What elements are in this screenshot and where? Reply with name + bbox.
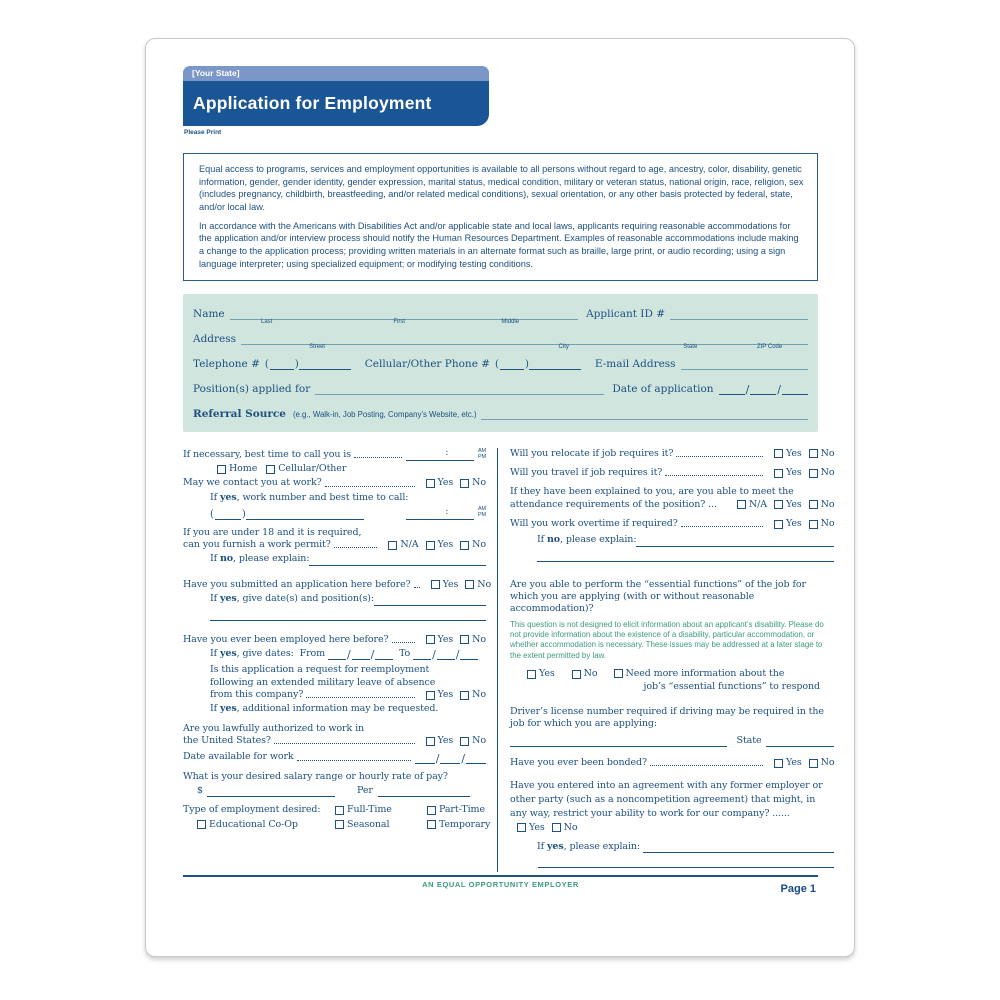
checkbox-no[interactable] [809,467,835,479]
checkbox-label: No [563,821,578,833]
checkbox-yes[interactable] [774,499,802,511]
attendance-question-line1: If they have been explained to you, are you able to meet the [510,486,794,498]
employment-dates-row: If yes, give dates: From / / To / / [210,648,486,660]
checkbox-no[interactable] [460,477,486,489]
checkbox-label: Yes [437,688,454,700]
checkbox-label: N/A [748,498,767,510]
submitted-dates-field2[interactable] [210,610,486,621]
checkbox-no[interactable] [809,518,835,530]
phone-field-segment[interactable] [270,359,294,370]
checkbox-icon[interactable] [460,635,469,644]
position-label: Position(s) applied for [193,382,311,395]
date-segment-field[interactable] [352,649,370,660]
noncompete-explain-field[interactable] [643,842,835,853]
am-label: AM [477,506,486,513]
checkbox-label: No [472,633,486,645]
checkbox-label: Yes [785,447,802,459]
need-more-info-label: Need more information about the job’s “essential functions” to respond [625,668,821,692]
checkbox-label: No [820,447,835,459]
slash-separator: / [432,648,436,662]
checkbox-yes[interactable] [527,668,555,680]
employment-type-row1 [183,804,486,816]
drivers-license-question: Driver’s license number required if driving may be required in the job for which you are applying: [510,705,824,730]
questions-left-column [183,448,498,873]
employment-type-row2 [183,818,491,831]
dotted-leader [676,456,763,457]
dotted-leader [414,587,420,588]
notice-paragraph-2: In accordance with the Americans with Disabilities Act and/or applicable state and local laws, applicants requiring reasonable accommodations for the application and/or interview process should notify the Human Resources Department. Examples of reasonable accommodations include making a change to the application process; providing written materials in an alternate format such as braille, large print, or audio recording; using a sign language interpreter; using specialized equipment; or modifying testing conditions. [199,220,799,269]
am-label: AM [477,447,486,454]
checkbox-label: No [820,517,835,529]
overtime-explain-row2 [537,551,834,562]
slash-separator: / [461,751,465,765]
checkbox-yes[interactable] [426,634,454,646]
paren: ( [495,358,499,370]
cellular-label: Cellular/Other Phone # [364,357,491,370]
applicant-id-field[interactable] [670,308,808,320]
checkbox-no[interactable] [809,448,835,460]
applicant-id-label: Applicant ID # [586,307,665,320]
license-state-label: State [736,734,762,746]
relocate-question: Will you relocate if job requires it? Yes No [510,447,835,459]
checkbox-label: Seasonal [347,818,390,830]
slash-separator: / [435,751,440,765]
checkbox-icon[interactable] [431,580,440,589]
checkbox-label: Temporary [439,818,491,830]
checkbox-no[interactable] [460,539,486,551]
position-field[interactable] [315,383,604,395]
checkbox-label: No [820,466,835,478]
checkbox-label: No [477,578,492,590]
name-row [193,307,808,325]
personal-info-section [183,294,818,432]
essential-functions-question: Are you able to perform the “essential functions” of the job for which you are applying (with or without reasonable accommodation)? [510,578,806,615]
referral-source-label: Referral Source [193,407,286,420]
checkbox-icon[interactable] [517,823,526,832]
employed-before-question: Have you ever been employed here before? Yes No [183,633,486,645]
checkbox-label: Educational Co-Op [209,818,298,830]
checkbox-label: Yes [437,734,454,746]
overtime-explain-field[interactable] [636,536,834,547]
checkbox-icon[interactable] [426,737,435,746]
work-number-prompt: If yes, work number and best time to call: [210,491,409,503]
sublabel-last: Last [260,318,273,325]
checkbox-label: No [472,477,486,489]
employment-from-date[interactable] [328,649,393,660]
phone-row [193,358,808,370]
checkbox-label: No [472,688,486,700]
essential-functions-answers [510,668,834,693]
permit-explain-row: If no, please explain: [210,553,486,565]
checkbox-no[interactable] [552,821,578,835]
checkbox-icon[interactable] [527,670,536,679]
dotted-leader [334,547,378,548]
checkbox-label: Yes [437,477,454,489]
license-state-field[interactable] [766,736,834,747]
dotted-leader [274,743,415,744]
checkbox-icon[interactable] [572,670,581,679]
checkbox-na[interactable] [737,499,767,511]
referral-source-hint: (e.g., Walk-in, Job Posting, Company’s Website, etc.) [292,409,477,419]
date-segment-field[interactable] [375,649,393,660]
phone-field-segment[interactable] [299,359,351,370]
checkbox-no[interactable] [460,689,486,701]
checkbox-icon[interactable] [335,820,344,829]
dotted-leader [297,760,411,761]
noncompete-explain-row: If yes, please explain: [537,841,834,853]
salary-question: What is your desired salary range or hourly rate of pay? [183,770,448,782]
checkbox-icon[interactable] [460,479,469,488]
sublabel-first: First [393,318,406,325]
checkbox-icon[interactable] [426,691,435,700]
date-segment-field[interactable] [782,384,808,395]
best-time-field[interactable] [406,449,474,461]
name-field[interactable] [230,308,578,325]
cellular-field[interactable] [495,359,581,370]
equal-opportunity-label: AN EQUAL OPPORTUNITY EMPLOYER [422,880,579,890]
travel-question: Will you travel if job requires it? Yes No [510,466,835,478]
date-available-field[interactable] [415,753,486,764]
submitted-before-question: Have you submitted an application here before? Yes No [183,578,492,590]
slash-separator: / [370,648,375,662]
checkbox-icon[interactable] [197,820,206,829]
questions-right-column [498,448,834,873]
call-location-checkboxes [210,463,486,475]
date-of-application-field[interactable] [719,384,808,395]
dotted-leader [665,475,763,476]
checkbox-label: Yes [442,578,459,590]
checkbox-label: No [583,668,598,680]
date-segment-field[interactable] [466,753,486,764]
employment-type-label: Type of employment desired: [183,804,321,816]
checkbox-temporary[interactable] [427,819,490,831]
checkbox-label: N/A [400,539,419,551]
footer [183,877,818,899]
state-tab [183,66,489,81]
checkbox-yes[interactable] [774,448,802,460]
dotted-leader [306,697,414,698]
checkbox-label: No [820,757,835,768]
work-number-field[interactable]: ( ) [210,509,364,520]
checkbox-yes[interactable] [426,539,454,551]
checkbox-icon[interactable] [774,500,783,509]
checkbox-label: No [820,498,835,510]
essential-functions-note: This question is not designed to elicit information about an applicant’s disability. Please do not provide information about the existence of a disability, particular accommodation, or whether accommodation is necessary. These issues may be addressed at a later stage to the extent permitted by law. [510,619,824,660]
checkbox-edu-coop[interactable] [197,819,298,831]
page-title-text: Application for Employment [193,93,432,113]
email-field[interactable] [681,358,808,370]
page-number: Page 1 [780,883,816,896]
overtime-explain-field2[interactable] [537,551,834,562]
submitted-dates-row: If yes, give date(s) and position(s): [210,593,486,605]
checkbox-icon[interactable] [809,759,818,768]
checkbox-icon[interactable] [774,520,783,529]
email-label: E-mail Address [594,357,676,370]
checkbox-seasonal[interactable] [335,819,389,831]
checkbox-label: Cellular/Other [278,463,347,475]
checkbox-yes[interactable] [517,821,545,835]
date-available-question: Date available for work / / [183,751,486,763]
equal-access-notice [183,153,818,281]
pm-label: PM [477,512,486,519]
slash-separator: / [347,648,351,662]
noncompete-question: Have you entered into an agreement with any former employer or other party (such as a noncompetition agreement) that might, in any way, restrict your ability to work for our company? ...... Yes No [510,780,823,833]
overtime-explain-row: If no, please explain: [537,534,834,546]
checkbox-icon[interactable] [460,541,469,550]
date-segment-field[interactable] [415,753,435,764]
checkbox-label: Yes [529,821,545,833]
date-segment-field[interactable] [440,753,460,764]
address-field[interactable] [241,333,808,350]
paren: ) [524,358,529,370]
work-best-time-field[interactable] [406,508,474,520]
application-form-page [145,38,855,957]
checkbox-icon[interactable] [427,806,436,815]
checkbox-full-time[interactable] [335,804,392,816]
reemployment-note: If yes, additional information may be requested. [210,703,439,715]
checkbox-yes[interactable] [431,579,459,591]
employment-to-date[interactable] [413,649,478,660]
checkbox-cellular-other[interactable] [266,463,346,475]
checkbox-yes[interactable] [774,467,802,479]
checkbox-label: Yes [785,517,802,529]
slash-separator: / [777,382,781,396]
checkbox-icon[interactable] [774,759,783,768]
checkbox-no[interactable] [809,757,835,769]
checkbox-icon[interactable] [426,479,435,488]
position-row [193,383,808,395]
checkbox-no[interactable] [572,668,598,680]
dotted-leader [681,526,763,527]
checkbox-icon[interactable] [809,469,818,478]
checkbox-yes[interactable] [774,757,802,769]
checkbox-home[interactable] [217,463,257,475]
checkbox-icon[interactable] [335,806,344,815]
date-segment-field[interactable] [460,649,478,660]
checkbox-yes[interactable] [426,735,454,747]
checkbox-label: Yes [785,757,802,768]
ampm-label [478,506,486,519]
contact-at-work-question: May we contact you at work? Yes No [183,477,486,489]
referral-source-field[interactable] [481,408,808,420]
checkbox-label: Yes [437,539,454,551]
date-segment-field[interactable] [437,649,455,660]
address-label: Address [193,332,237,345]
address-row [193,332,808,350]
sublabel-middle: Middle [501,318,520,325]
checkbox-label: Part-Time [439,804,485,816]
noncompete-explain-row2 [524,857,834,868]
checkbox-no[interactable] [460,634,486,646]
checkbox-yes[interactable] [426,477,454,489]
telephone-field[interactable] [265,359,351,370]
attendance-question: attendance requirements of the position? ... N/A Yes No [510,498,835,510]
dotted-leader [354,457,402,458]
checkbox-label: No [472,539,486,551]
sublabel-state: State [683,343,698,350]
checkbox-icon[interactable] [217,465,226,474]
ampm-label [478,448,486,461]
name-label: Name [193,307,225,320]
notice-paragraph-1: Equal access to programs, services and employment opportunities is available to all persons without regard to age, ancestry, color, disability, genetic information, gender, gender identity, gender expression, marital status, medical condition, military or veteran status, national origin, race, religion, sex (includes pregnancy, childbirth, breastfeeding, and/or related medical conditions), sexual orientation, or any other basis protected by federal, state, and/or local law. [199,164,804,213]
checkbox-no[interactable] [465,579,491,591]
checkbox-icon[interactable] [465,580,474,589]
drivers-license-number-field[interactable] [510,736,727,747]
checkbox-icon[interactable] [427,820,436,829]
salary-per-field[interactable] [378,786,470,797]
checkbox-label: Full-Time [347,804,392,816]
questions-section [183,447,835,873]
checkbox-yes[interactable] [426,689,454,701]
please-print-label: Please Print [184,129,222,136]
submitted-dates-row2 [210,610,486,621]
lawful-work-question: the United States? Yes No [183,734,486,746]
phone-field-segment[interactable] [529,359,581,370]
checkbox-icon[interactable] [460,737,469,746]
checkbox-label: Home [229,463,258,475]
checkbox-icon[interactable] [614,669,623,678]
checkbox-no[interactable] [460,735,486,747]
phone-field-segment[interactable] [500,359,524,370]
checkbox-icon[interactable] [809,449,818,458]
work-permit-question: can you furnish a work permit? N/A Yes No [183,539,486,551]
date-of-application-label: Date of application [612,382,714,395]
slash-separator: / [455,648,460,662]
checkbox-icon[interactable] [426,635,435,644]
overtime-question: Will you work overtime if required? Yes No [510,517,835,529]
checkbox-icon[interactable] [388,541,397,550]
checkbox-icon[interactable] [809,520,818,529]
checkbox-icon[interactable] [426,541,435,550]
checkbox-label: Yes [785,498,802,510]
lawful-work-question-line1: Are you lawfully authorized to work in [183,722,365,734]
bonded-question: Have you ever been bonded? Yes No [510,757,835,768]
sublabel-zip: ZIP Code [756,343,783,350]
work-number-field-row [210,506,486,520]
dotted-leader [325,486,415,487]
best-time-question: If necessary, best time to call you is : AM PM [183,447,486,460]
checkbox-na[interactable] [388,539,418,551]
checkbox-no[interactable] [809,499,835,511]
work-permit-question-line1: If you are under 18 and it is required, [183,526,362,538]
colon-separator: : [445,448,449,459]
checkbox-icon[interactable] [774,469,783,478]
sublabel-street: Street [309,343,326,350]
slash-separator: / [745,382,750,396]
date-segment-field[interactable] [719,384,745,395]
checkbox-part-time[interactable] [427,804,485,816]
referral-row [193,408,808,420]
checkbox-icon[interactable] [774,449,783,458]
paren: ) [294,358,299,370]
colon-separator: : [445,507,449,518]
submitted-dates-field[interactable] [374,595,486,606]
checkbox-label: Yes [437,633,454,645]
checkbox-icon[interactable] [266,465,275,474]
checkbox-icon[interactable] [460,691,469,700]
date-segment-field[interactable] [328,649,346,660]
checkbox-icon[interactable] [737,500,746,509]
checkbox-icon[interactable] [552,823,561,832]
telephone-label: Telephone # [193,357,260,370]
page-title [183,81,489,126]
date-segment-field[interactable] [750,384,776,395]
salary-fields-row: $ Per [197,785,486,797]
paren: ( [264,358,269,370]
checkbox-yes[interactable] [774,518,802,530]
checkbox-icon[interactable] [809,500,818,509]
reemployment-question: Is this application a request for reemployment following an extended military leave of absence from this company? Yes No [210,664,486,700]
checkbox-need-more-info[interactable] [614,668,821,693]
checkbox-label: No [472,734,486,746]
checkbox-label: Yes [785,466,802,478]
sublabel-city: City [558,343,569,350]
dotted-leader [392,642,415,643]
date-segment-field[interactable] [413,649,431,660]
pm-label: PM [477,453,486,460]
state-tab-label: [Your State] [192,68,240,78]
noncompete-explain-field2[interactable] [538,857,834,868]
dotted-leader [650,765,763,766]
permit-explain-field[interactable] [309,555,486,566]
checkbox-label: Yes [539,668,555,680]
salary-amount-field[interactable] [207,786,335,797]
drivers-license-fields [510,735,834,747]
